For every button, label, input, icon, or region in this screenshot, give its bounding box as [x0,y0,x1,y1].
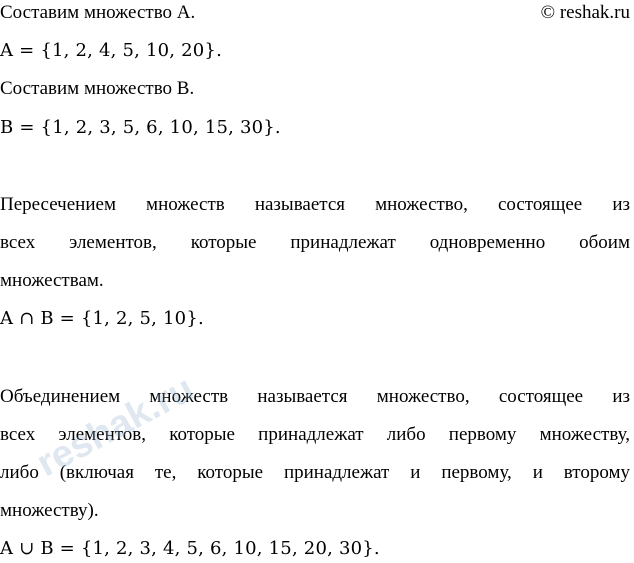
copyright-label: © reshak.ru [540,2,630,23]
union-formula: A ∪ B = {1, 2, 3, 4, 5, 6, 10, 15, 20, 30}. [0,538,380,559]
union-definition-line-1: Объединением множеств называется множество, состоящее из [0,386,630,407]
intersection-formula: A ∩ B = {1, 2, 5, 10}. [0,308,204,329]
intersection-definition-line-2: всех элементов, которые принадлежат одновременно обоим [0,232,630,253]
title-set-a: Составим множество A. [0,2,196,23]
set-b-formula: B = {1, 2, 3, 5, 6, 10, 15, 30}. [0,117,281,138]
intersection-definition-line-3: множествам. [0,270,104,291]
union-definition-line-3: либо (включая те, которые принадлежат и первому, и второму [0,462,630,483]
union-definition-line-2: всех элементов, которые принадлежат либо первому множеству, [0,424,630,445]
title-set-b: Составим множество B. [0,78,195,99]
intersection-definition-line-1: Пересечением множеств называется множество, состоящее из [0,194,630,215]
watermark: reshak.ru [30,367,201,486]
set-a-formula: A = {1, 2, 4, 5, 10, 20}. [0,40,222,61]
union-definition-line-4: множеству). [0,500,99,521]
